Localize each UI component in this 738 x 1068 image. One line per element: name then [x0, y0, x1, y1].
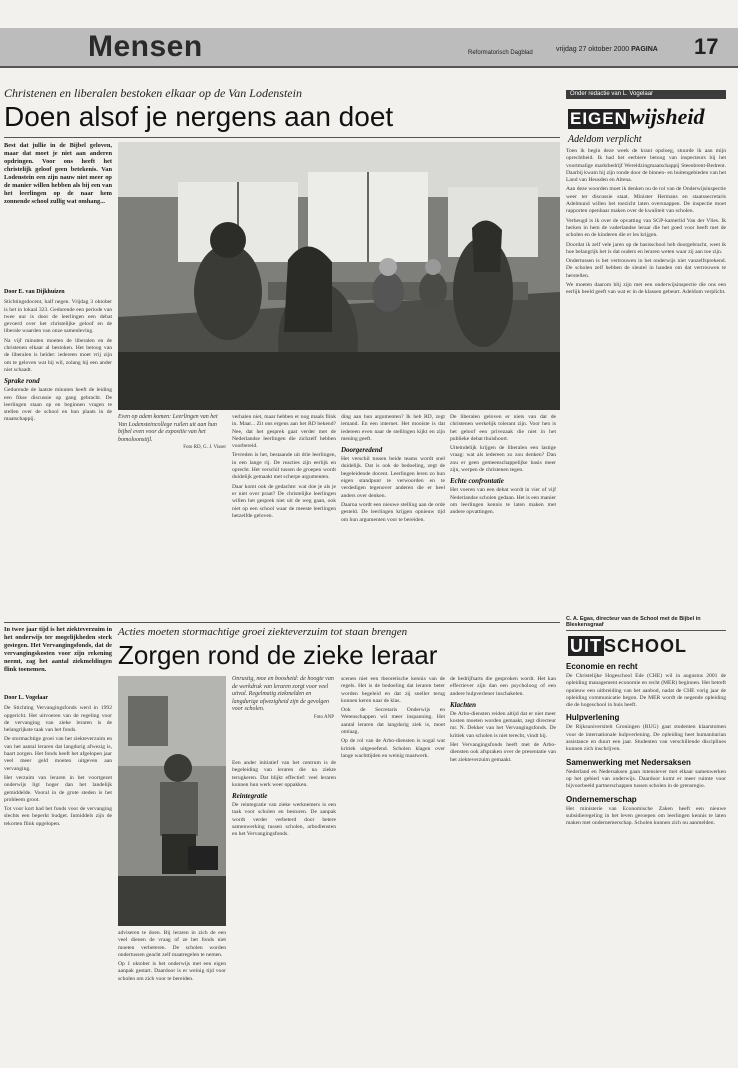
masthead: [0, 28, 738, 68]
sidebar-column-title: Adeldom verplicht: [568, 134, 642, 145]
article2-column-3: Een ander initiatief van het centrum is de begeleiding van leraren die na ziekte terugkeren. Dat blijkt effectief: veel leraren kunnen hun werk weer oppakken. Reintegratie De reintegratie van zieke werknemers is een taak voor scholen en besturen. De aanpak wordt verder verbeterd door betere samenwerking tussen scholen, arbodiensten en het Vervangingsfonds.: [232, 760, 336, 838]
classroom-photo-art: [118, 142, 560, 410]
classroom-photo: [118, 142, 560, 410]
article-divider: [4, 622, 560, 623]
article1-column-2: verhalen niet, maar hebben er nog maals flink in. Maar... Zit ons ergens aan het RD bekend? Nee, dat het gesprek gaat verder met de Nederlandse leerlingen die zichzelf hebben voorbereid. Tevreden is het, bestaande uit drie leerlingen, in een lange rij. De reacties zijn eerlijk en oprecht. Het verschil tussen de groepen wordt duidelijk gemaakt met scherpe argumenten. Daar komt ook de gedachte: wat doe je als je er niet over praat? De christelijke leerlingen willen het gesprek niet uit de weg gaan, ook niet op een school waar de meeste leerlingen hetzelfde geloven.: [232, 414, 336, 519]
page-number: 17: [694, 34, 719, 59]
article1-intro: Best dat jullie in de Bijbel geloven, maar dat moet je niet aan anderen opdringen. Voor ons heeft het christelijk geloof geen betekenis. Van Lodenstein een zijn nauw niet meer op de manier willen hebben als bij een van het leerlingen op de naar hem zonnende school zullig wat omhang...: [4, 142, 112, 205]
article1-column-3: ding aan hun argumenten? Ik heb RD, zegt iemand. En een internet. Het mooiste is dat iedereen even naar de stellingen kijkt en zijn mening geeft. Doorgeredend Het verschil tussen beide teams wordt snel duidelijk. Dat is ook de bedoeling, zegt de begeleidende docent. Leerlingen leren zo hun eigen standpunt te verwoorden en te verdedigen tegenover anderen die er heel anders over denken. Daarna wordt een nieuwe stelling aan de orde gesteld. De leerlingen krijgen opnieuw tijd om hun argumenten voor te bereiden.: [341, 414, 445, 523]
uit-school-items: Economie en recht De Christelijke Hogeschool Ede (CHE) wil in augustus 2001 de opleiding management economie en recht (MER) beginnen. Het betreft opnieuw een uitbreiding van het aanbod, nadat de CHE vorig jaar de opleiding communicatie begon. De MER wordt de negende opleiding die de hogeschool in huis heeft. Hulpverlening De Rijksuniversiteit Groningen (RUG) gaat studenten klaarstomen voor de internationale hulpverlening. De opleiding heet humanitarian assistance en duurt een jaar. Studenten van verschillende disciplines kunnen zich inschrijven. Samenwerking met Nedersaksen Nederland en Nedersaksen gaan intensiever met elkaar samenwerken op het gebied van onderwijs. Daardoor komt er meer ruimte voor bijvoorbeeld partnerschappen tussen scholen in de grensregio. Ondernemerschap Het ministerie van Economische Zaken heeft een nieuwe subsidieregeling in het leven geroepen om leerlingen kennis te laten maken met ondernemerschap. Scholen kunnen zich nu aanmelden.: [566, 662, 726, 827]
paper-name: Reformatorisch Dagblad: [468, 50, 533, 56]
teacher-photo: [118, 676, 226, 926]
article2-column-5: de bedrijfsarts die gesproken wordt. Het kan effectiever zijn dan een psycholoog of een andere hulpverlener inschakelen. Klachten De Arbo-diensten reiden altijd dat er niet meer kosten moeten worden gemaakt, zegt directeur mr. N. Dekker van het Vervangingsfonds. De kritiek van scholen is niet terecht, vindt hij. Het Vervangingsfonds heeft met de Arbo-diensten ook afspraken over de presentatie van het ziekteverzuim gemaakt.: [450, 676, 556, 763]
article2-column-2: adviseren te doen. Bij leraren in zich de een veel dienen de vraag of ze het fonds niet moeten verbeteren. De scholen worden ondertussen geacht zelf maatregelen te nemen. Op 1 oktober is het onderwijs met een eigen aanpak gestart. Daardoor is er weinig tijd voor scholen om zich voor te bereiden.: [118, 930, 226, 982]
section-title: Mensen: [88, 30, 203, 63]
article1-caption: Even op adem komen: Leerlingen van het Van Lodensteincollege ruilen uit aan hun bijbel even voor de expositie van het bomoloonstijl. Foto RD, G. J. Visser: [118, 414, 226, 451]
article2-byline: Door L. Vogelaar: [4, 695, 49, 701]
eigen-wijsheid-logo: EIGENwijsheid: [570, 104, 705, 129]
article2-kicker: Acties moeten stormachtige groei ziekteverzuim tot staan brengen: [118, 626, 408, 638]
article2-column-4: scenen niet een theoretische kennis van de regels. Het is de bedoeling dat leraren beter worden begeleid en dat zij sneller terug kunnen keren naar de klas. Ook de Secretaris Onderwijs en Wetenschappen wil meer inspanning. Het aantal leraren dat langdurig ziek is, moet omlaag. Op de rol van de Arbo-diensten is nogal wat kritiek uitgeoefend. Scholen klagen over lange wachttijden en weinig maatwerk.: [341, 676, 445, 759]
article1-kicker: Christenen en liberalen bestoken elkaar op de Van Lodenstein: [4, 86, 302, 100]
teacher-photo-art: [118, 676, 226, 926]
article2-column-1: Door L. Vogelaar De Stichting Vervangingsfonds werd in 1992 opgericht. Het uitvoeren van de regeling voor de vervanging van zieke leraren is de belangrijkste taak van het fonds. De stormachtige groei van het ziekteverzuim en van het aantal leraren dat langdurig afwezig is, baart zorgen. Het fonds heeft het afgelopen jaar veel meer geld moeten uitgeven aan vervanging. Het verzuim van leraren in het voortgezet onderwijs ligt hoger dan het landelijk gemiddelde. Vooral in de grote steden is het probleem groot. Tot voor kort had het fonds voor de vervanging slechts een beperkt budget. Inmiddels zijn de tekorten flink opgelopen.: [4, 695, 112, 827]
sidebar-rule: [566, 630, 726, 631]
issue-date: vrijdag 27 oktober 2000 PAGINA: [556, 46, 658, 53]
sidebar-signature: C. A. Egas, directeur van de School met de Bijbel in Bleskensgraaf: [566, 616, 701, 628]
article1-column-4: De liberalen geloven er niets van dat de christenen werkelijk tolerant zijn. Voor hen is het geloof een privezaak die niet in het publieke debat thuishoort. Uiteindelijk krijgen de liberalen een lastige vraag: wat als iedereen zo zou denken? Dan zou er geen gemeenschappelijke basis meer zijn, werpen de christenen tegen. Echte confrontatie Het voeren van een debat wordt in vier of vijf Nederlandse scholen gedaan. Het is een manier om leerlingen kennis te laten maken met andere opvattingen.: [450, 414, 556, 516]
article1-column-1: Door E. van Dijkhuizen Stichtingsdocent, half negen. Vrijdag 3 oktober is het in lokaal 323. Gedurende een periode van twee uur is door de leerlingen een debat gevoerd over het christelijke geloof en de liberale waarden van onze samenleving. Na vijf minuten moeten de liberalen en de christenen elkaar al bestoken. Het betoog van de liberalen is helder: iedereen moet vrij zijn om te geloven wat hij wil, zolang hij een ander niet schaadt. Sprake rond Gedurende de laatste minuten heeft de leiding een fikse discussie op gang gebracht. De leerlingen staan op en beginnen vragen te stellen over de school en hun plaats in de maatschappij.: [4, 289, 112, 423]
sidebar-editor-tag: Onder redactie van L. Vogelaar: [566, 90, 726, 99]
uit-school-logo: UIT SCHOOL: [570, 636, 688, 656]
article1-rule: [4, 137, 560, 138]
article2-headline: Zorgen rond de zieke leraar: [118, 640, 438, 670]
article1-byline: Door E. van Dijkhuizen: [4, 289, 65, 295]
article2-caption: Onrustig, moe en boosheid: de hoogte van de werkdruk van leraren zorgt voor veel uitval. Regelmatig ziekmelden en langdurige afwezigheid zijn de gevolgen voor scholen. Foto ANP: [232, 676, 334, 720]
sidebar-column-body: Toen ik begin deze week de krant opsloeg, stuurde ik aan mijn oprechtheid. Ik had het eerbiere betoog van inspecteurs bij het voortmalige marktbedrijf Wereldzingmaatschappij Steenbrent-Bedrent. Daarbij kwam hij zijn ronde door de binnen- en buitengebieden van het Land van Heusden en Altena. Aan deze woorden moet ik denken nu de rol van de Onderwijsinspectie weer ter discussie staat. Minister Hermans en staatssecretaris Adelmund willen het toezicht laten oversnappen. De inspectie moet rapporten openbaar maken over de kwaliteit van scholen. Verheugd is ik over de opvatting van SGP-kamerlid Van der Vlies. Ik herken in hem de vaderlandse leraar die het goed voor heeft met de scholen en de kinderen die er les krijgen. Doordat ik zelf vele jaren op de basisschool heb doorgebracht, weet ik hoe belangrijk het is dat ouders en leraren weten waar zij aan toe zijn. Ondertussen is het vertrouwen in het onderwijs niet vanzelfsprekend. De scholen zelf hebben de sleutel in handen om dat vertrouwen te herstellen. We moeten daarom blij zijn met een onderwijsinspectie die ons een eerlijk beeld geeft van wat er in de klassen gebeurt. Adeldom verplicht.: [566, 148, 726, 296]
article2-intro: In twee jaar tijd is het ziekteverzuim in het onderwijs ter mogelijkheden sterk gestegen. Het Vervangingsfonds, dat de vervangingskosten voor zijn rekening neemt, zag het aantal ziekmeldingen flink toenemen.: [4, 626, 112, 673]
article1-headline: Doen alsof je nergens aan doet: [4, 101, 394, 132]
